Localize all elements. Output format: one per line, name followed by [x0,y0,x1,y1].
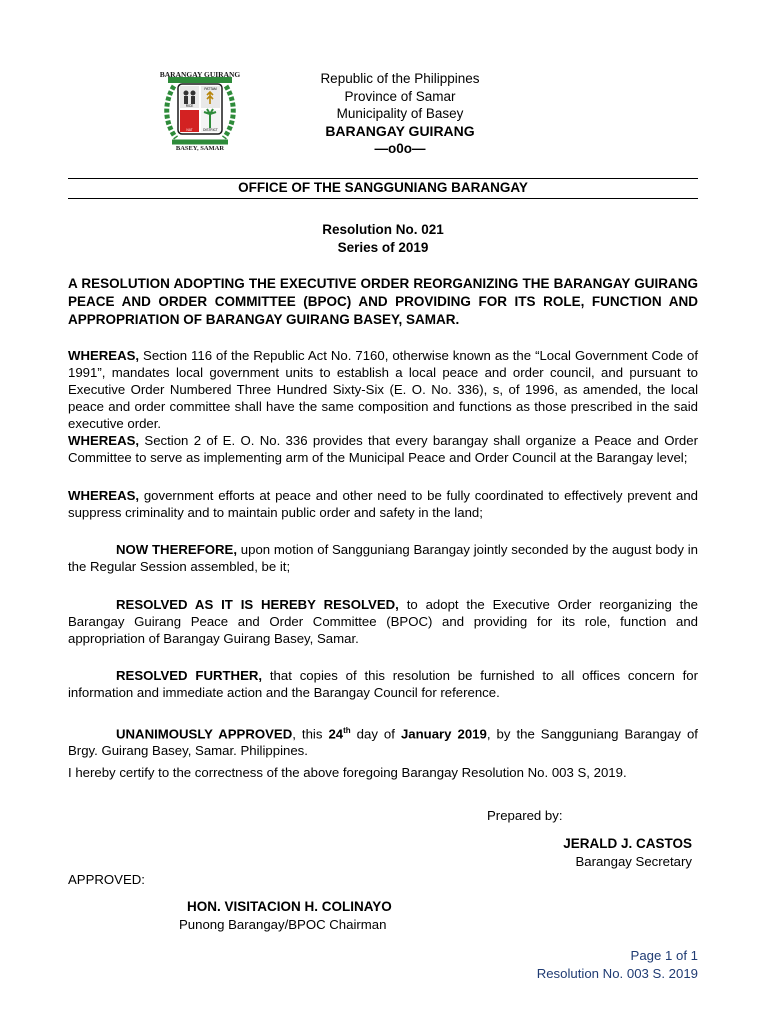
office-divider-line [68,198,698,199]
page-footer [537,947,698,983]
approval-date: January 2019 [400,726,487,742]
whereas-text: Section 116 of the Republic Act No. 7160, otherwise known as the “Local Government Code of 1991”, mandates local government units to establish a local peace and order council, and pursuant to Executive Order Numbered Three Hundred Sixty-Six (E. O. No. 336), s, of 1996, as amended, the local peace and order committee shall have the same composition and functions as those prescribed in the said executive order. [68,348,698,431]
resolved-lead: RESOLVED AS IT IS HEREBY RESOLVED, [116,597,399,612]
now-therefore-paragraph [68,541,698,575]
top-divider-line [68,178,698,179]
resolved-further-text: that copies of this resolution be furnished to all offices concern for information and immediate action and the Barangay Council for reference. [68,668,698,700]
resolution-number: Resolution No. 021 [322,222,444,237]
footer-reference: Resolution No. 003 S. 2019 [536,966,698,981]
certification-statement: I hereby certify to the correctness of the above foregoing Barangay Resolution No. 003 S, 2019. [68,765,627,780]
approval-text: day of [350,726,401,742]
now-therefore-text: upon motion of Sangguniang Barangay jointly seconded by the august body in the Regular Session assembled, be it; [68,542,698,574]
whereas-paragraph-1 [68,347,698,432]
approval-text: , this [292,726,329,742]
svg-text:BARANGAY GUIRANG: BARANGAY GUIRANG [160,70,240,79]
svg-text:NAT: NAT [186,128,193,132]
now-therefore-lead: NOW THEREFORE, [116,542,237,557]
resolved-paragraph [68,596,698,647]
chairman-name: HON. VISITACION H. COLINAYO [187,899,392,914]
whereas-lead: WHEREAS, [68,348,140,363]
whereas-paragraph-2 [68,432,698,466]
svg-text:PATTAM: PATTAM [204,87,217,91]
whereas-paragraph-3 [68,487,698,521]
approved-label: APPROVED: [68,872,145,887]
approval-day-suffix: th [343,726,351,735]
resolution-heading [68,221,698,257]
approval-day: 24 [328,726,344,742]
page-number: Page 1 of 1 [630,948,698,963]
whereas-text: government efforts at peace and other need to be fully coordinated to effectively prevent and suppress criminality and to maintain public order and safety in the land; [68,488,698,520]
svg-text:BASEY, SAMAR: BASEY, SAMAR [175,145,225,152]
chairman-title: Punong Barangay/BPOC Chairman [179,917,387,932]
prepared-by-label: Prepared by: [487,808,563,823]
secretary-title: Barangay Secretary [575,854,692,869]
header-province: Province of Samar [344,88,456,104]
approval-paragraph [68,722,698,759]
resolved-text: to adopt the Executive Order reorganizing the Barangay Guirang Peace and Order Committee (BPOC) and providing for its role, function and appropriation of Barangay Guirang Basey, Samar. [68,597,698,646]
resolution-series: Series of 2019 [337,240,429,255]
barangay-seal-logo [160,68,240,152]
resolved-further-paragraph [68,667,698,701]
secretary-name: JERALD J. CASTOS [563,836,692,851]
letterhead [230,70,570,158]
whereas-lead: WHEREAS, [68,433,140,448]
header-ornament: —o0o— [374,141,426,157]
resolved-further-lead: RESOLVED FURTHER, [116,668,263,683]
office-title: OFFICE OF THE SANGGUNIANG BARANGAY [238,180,528,195]
approval-lead: UNANIMOUSLY APPROVED [116,726,293,742]
approval-text: , by the Sangguniang Barangay of Brgy. Guirang Basey, Samar. Philippines. [68,726,698,759]
svg-text:RICE: RICE [185,104,194,108]
header-country: Republic of the Philippines [320,71,480,86]
whereas-lead: WHEREAS, [68,488,140,503]
seal-emblem [160,68,240,152]
header-barangay: BARANGAY GUIRANG [325,122,475,139]
whereas-text: Section 2 of E. O. No. 336 provides that every barangay shall organize a Peace and Order Committee to serve as implementing arm of the Municipal Peace and Order Council at the Barangay level; [68,433,698,465]
svg-text:DISTRICT: DISTRICT [203,128,218,132]
header-municipality: Municipality of Basey [336,106,464,122]
resolution-title: A RESOLUTION ADOPTING THE EXECUTIVE ORDER REORGANIZING THE BARANGAY GUIRANG PEACE AND ORDER COMMITTEE (BPOC) AND PROVIDING FOR ITS ROLE, FUNCTION AND APPROPRIATION OF BARANGAY GUIRANG BASEY, SAMAR. [68,276,698,327]
